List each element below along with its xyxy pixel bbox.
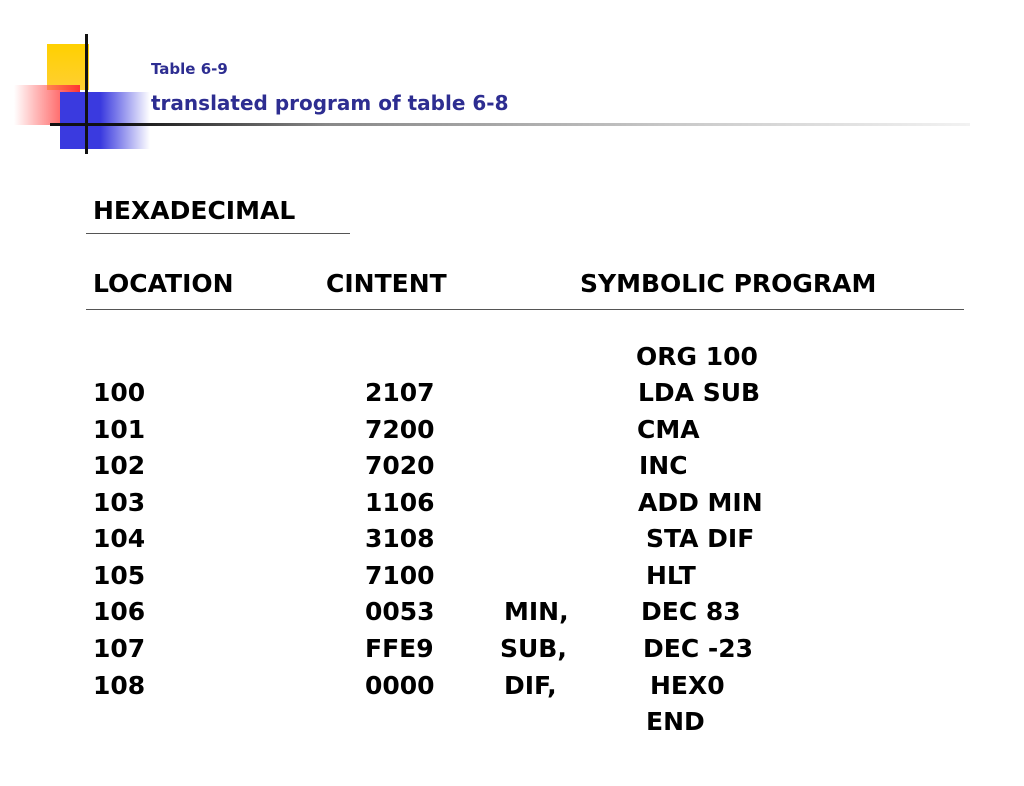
location-cell: 102 bbox=[93, 451, 146, 480]
content-cell: 3108 bbox=[365, 524, 435, 553]
content-cell: 0053 bbox=[365, 597, 435, 626]
instruction-cell: STA DIF bbox=[646, 524, 755, 553]
slide-decoration-horizontal-rule bbox=[50, 123, 970, 126]
instruction-cell: CMA bbox=[637, 415, 700, 444]
location-cell: 100 bbox=[93, 378, 146, 407]
instruction-cell: ADD MIN bbox=[638, 488, 763, 517]
label-cell: SUB, bbox=[500, 634, 567, 663]
location-cell: 108 bbox=[93, 671, 146, 700]
slide-subtitle: Table 6-9 bbox=[151, 60, 228, 78]
hexadecimal-underline bbox=[86, 233, 350, 234]
label-cell: DIF, bbox=[504, 671, 557, 700]
instruction-cell: LDA SUB bbox=[638, 378, 761, 407]
slide-decoration-vertical-line bbox=[85, 34, 88, 154]
location-cell: 101 bbox=[93, 415, 146, 444]
instruction-cell: HEX0 bbox=[650, 671, 725, 700]
content-cell: FFE9 bbox=[365, 634, 434, 663]
column-header-symbolic-program: SYMBOLIC PROGRAM bbox=[580, 269, 877, 298]
content-cell: 2107 bbox=[365, 378, 435, 407]
content-cell: 1106 bbox=[365, 488, 435, 517]
label-cell: MIN, bbox=[504, 597, 569, 626]
column-header-content: CINTENT bbox=[326, 269, 447, 298]
slide-decoration-blue-square bbox=[60, 92, 150, 149]
location-cell: 104 bbox=[93, 524, 146, 553]
hexadecimal-header: HEXADECIMAL bbox=[93, 196, 296, 225]
location-cell: 106 bbox=[93, 597, 146, 626]
instruction-cell: DEC -23 bbox=[643, 634, 754, 663]
org-directive: ORG 100 bbox=[636, 342, 758, 371]
content-cell: 7200 bbox=[365, 415, 435, 444]
slide-decoration-yellow-square bbox=[47, 44, 89, 90]
header-underline bbox=[86, 309, 964, 310]
location-cell: 105 bbox=[93, 561, 146, 590]
instruction-cell: HLT bbox=[646, 561, 696, 590]
content-cell: 7100 bbox=[365, 561, 435, 590]
end-directive: END bbox=[646, 707, 705, 736]
column-header-location: LOCATION bbox=[93, 269, 234, 298]
location-cell: 103 bbox=[93, 488, 146, 517]
slide-title: translated program of table 6-8 bbox=[151, 91, 509, 115]
instruction-cell: DEC 83 bbox=[641, 597, 741, 626]
content-cell: 7020 bbox=[365, 451, 435, 480]
location-cell: 107 bbox=[93, 634, 146, 663]
content-cell: 0000 bbox=[365, 671, 435, 700]
instruction-cell: INC bbox=[639, 451, 688, 480]
